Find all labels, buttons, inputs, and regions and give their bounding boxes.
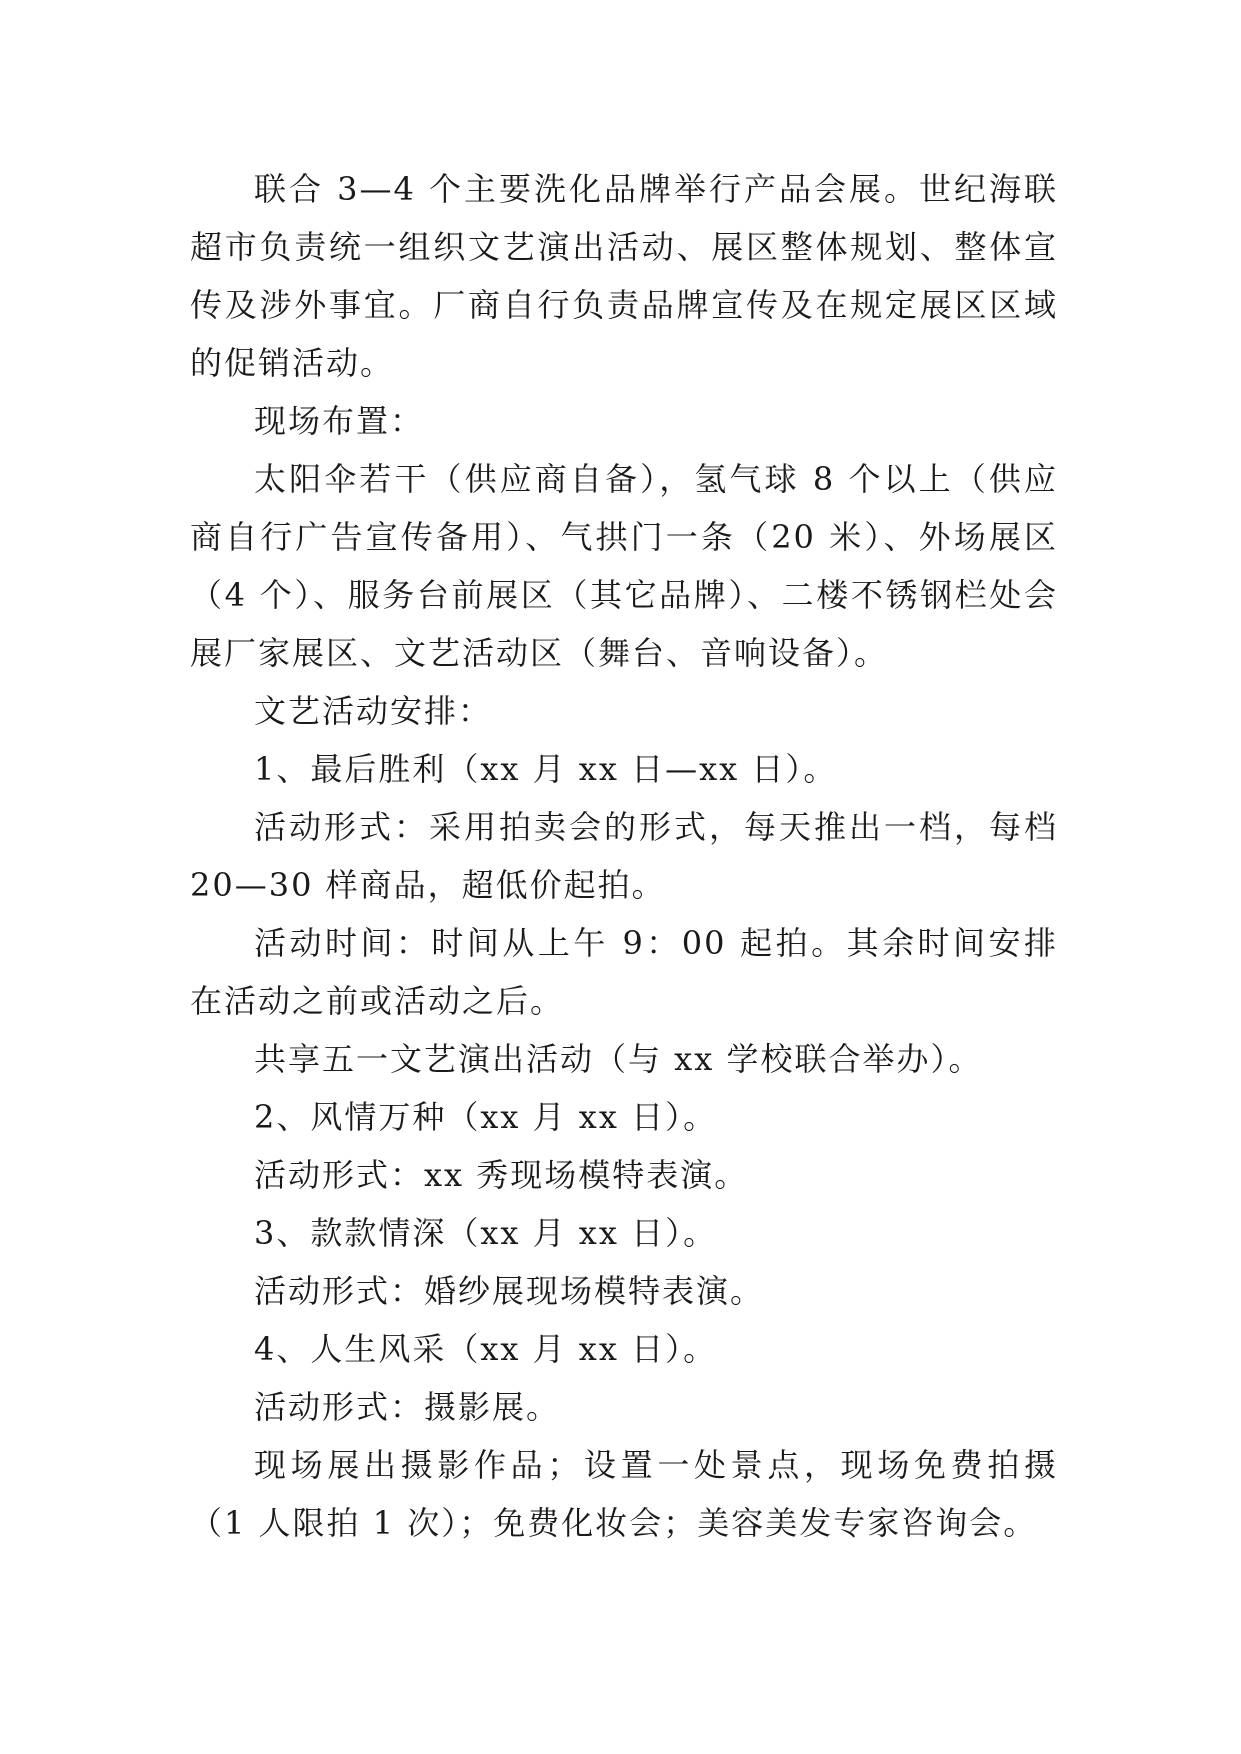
paragraph-site-layout: 太阳伞若干（供应商自备），氢气球 8 个以上（供应商自行广告宣传备用）、气拱门一条（20 米）、外场展区（4 个）、服务台前展区（其它品牌）、二楼不锈钢栏处会展厂家展区、文艺活动区（舞台、音响设备）。 xyxy=(190,460,1058,672)
activity-1-title: 1、最后胜利（xx 月 xx 日—xx 日）。 xyxy=(254,750,838,788)
document-body xyxy=(190,160,1058,1552)
activity-2-title: 2、风情万种（xx 月 xx 日）。 xyxy=(254,1098,718,1136)
heading-activities: 文艺活动安排： xyxy=(254,692,493,730)
activity-4-title: 4、人生风采（xx 月 xx 日）。 xyxy=(254,1330,718,1368)
activity-1-format: 活动形式：采用拍卖会的形式，每天推出一档，每档 20—30 样商品，超低价起拍。 xyxy=(190,808,1058,904)
shared-performance: 共享五一文艺演出活动（与 xx 学校联合举办）。 xyxy=(254,1040,983,1078)
activity-2-format: 活动形式：xx 秀现场模特表演。 xyxy=(254,1156,749,1194)
activity-3-format: 活动形式：婚纱展现场模特表演。 xyxy=(254,1272,765,1310)
activity-3-title: 3、款款情深（xx 月 xx 日）。 xyxy=(254,1214,718,1252)
activity-4-details: 现场展出摄影作品；设置一处景点，现场免费拍摄（1 人限拍 1 次）；免费化妆会；美容美发专家咨询会。 xyxy=(190,1446,1058,1542)
activity-4-format: 活动形式：摄影展。 xyxy=(254,1388,561,1426)
heading-site-layout: 现场布置： xyxy=(254,402,425,440)
activity-1-time: 活动时间：时间从上午 9：00 起拍。其余时间安排在活动之前或活动之后。 xyxy=(190,924,1058,1020)
paragraph-intro: 联合 3—4 个主要洗化品牌举行产品会展。世纪海联超市负责统一组织文艺演出活动、展区整体规划、整体宣传及涉外事宜。厂商自行负责品牌宣传及在规定展区区域的促销活动。 xyxy=(190,170,1058,382)
